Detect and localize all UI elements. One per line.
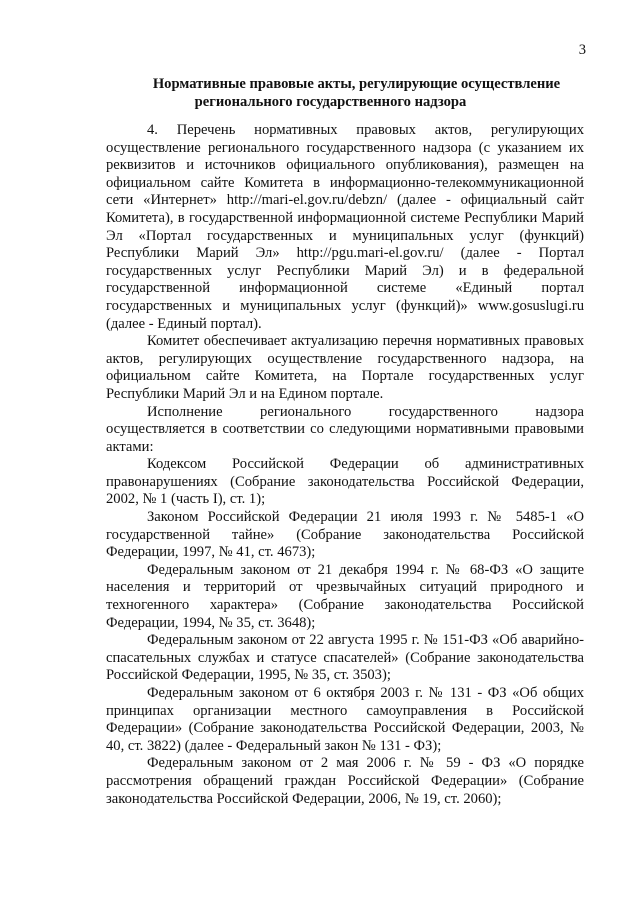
paragraph: Федеральным законом от 6 октября 2003 г. № 131 - ФЗ «Об общих принципах организации местного самоуправления в Российской Федерации» (Собрание законодательства Российской Федерации, 2003, № 40, ст. 3822) (далее - Федеральный закон № 131 - ФЗ); bbox=[106, 685, 584, 754]
paragraph: Федеральным законом от 2 мая 2006 г. № 59 - ФЗ «О порядке рассмотрения обращений граждан Российской Федерации» (Собрание законодательства Российской Федерации, 2006, № 19, ст. 2060); bbox=[106, 755, 584, 807]
paragraph: Исполнение регионального государственного надзора осуществляется в соответствии со следующими нормативными правовыми актами: bbox=[106, 403, 584, 455]
heading-line-1: Нормативные правовые акты, регулирующие осуществление bbox=[152, 76, 561, 92]
paragraph: Законом Российской Федерации 21 июля 1993 г. № 5485-1 «О государственной тайне» (Собрание законодательства Российской Федерации, 1997, № 41, ст. 4673); bbox=[106, 509, 584, 561]
paragraph: Федеральным законом от 21 декабря 1994 г. № 68-ФЗ «О защите населения и территорий от чрезвычайных ситуаций природного и техногенного характера» (Собрание законодательства Российской Федерации, 1994, № 35, ст. 3648); bbox=[106, 561, 584, 631]
body-text bbox=[106, 122, 584, 808]
page-number: 3 bbox=[578, 42, 586, 58]
paragraph: Комитет обеспечивает актуализацию перечня нормативных правовых актов, регулирующих осуществление государственного надзора, на официальном сайте Комитета, на Портале государственных услуг Республики Марий Эл и на Едином портале. bbox=[106, 333, 584, 402]
paragraph: Федеральным законом от 22 августа 1995 г. № 151-ФЗ «Об аварийно-спасательных службах и статусе спасателей» (Собрание законодательства Российской Федерации, 1995, № 35, ст. 3503); bbox=[106, 632, 584, 684]
paragraph: 4. Перечень нормативных правовых актов, регулирующих осуществление регионального государственного надзора (с указанием их реквизитов и источников официального опубликования), размещен на официальном сайте Комитета в информационно-телекоммуникационной сети «Интернет» http://mari-el.gov.ru/debzn/ (далее - официальный сайт Комитета), в государственной информационной системе Республики Марий Эл «Портал государственных и муниципальных услуг (функций) Республики Марий Эл» http://pgu.mari-el.gov.ru/ (далее - Портал государственных услуг Республики Марий Эл) и в федеральной государственной информационной системе «Единый портал государственных и муниципальных услуг (функций)» www.gosuslugi.ru (далее - Единый портал). bbox=[106, 122, 584, 332]
paragraph: Кодексом Российской Федерации об административных правонарушениях (Собрание законодательства Российской Федерации, 2002, № 1 (часть I), ст. 1); bbox=[106, 456, 584, 508]
heading-line-2: регионального государственного надзора bbox=[194, 93, 467, 110]
section-heading bbox=[0, 76, 639, 111]
